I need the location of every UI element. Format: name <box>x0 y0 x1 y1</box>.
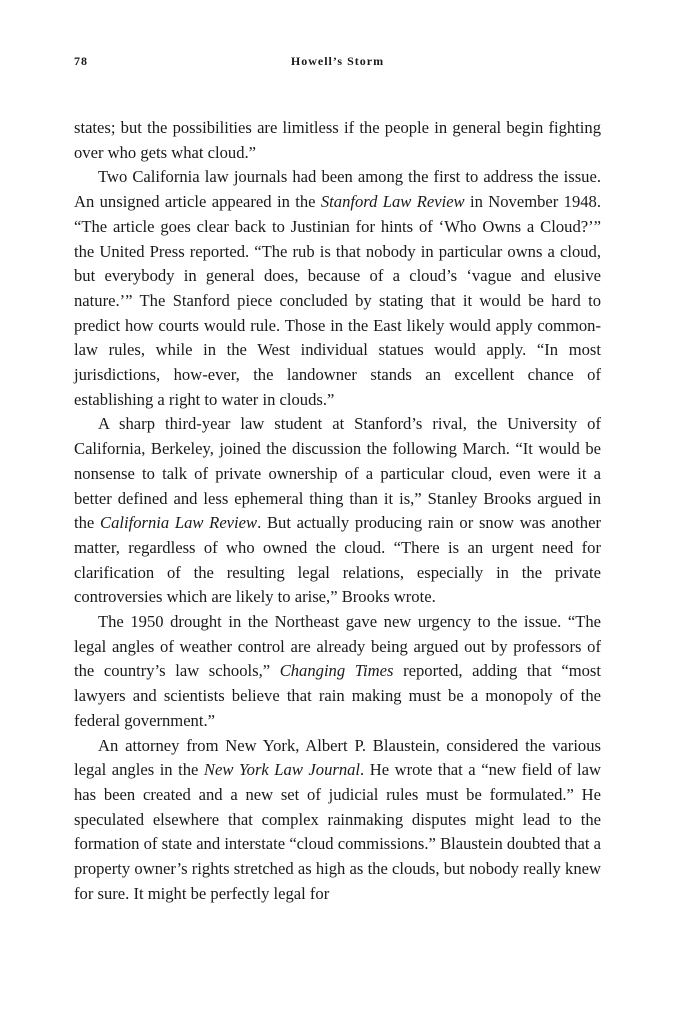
text-run: in November 1948. “The article goes clear back to Justinian for hints of ‘Who Owns a Cloud?’” the United Press reported. “The rub is that nobody in particular owns a cloud, but everybody in general does, because of a cloud’s ‘vague and elusive nature.’” The Stanford piece concluded by stating that it would be hard to predict how courts would rule. Those in the East likely would apply common-law rules, while in the West individual statues would apply. “In most jurisdictions, how-ever, the landowner stands an excellent chance of establishing a right to water in clouds.” <box>74 192 601 409</box>
text-run: An attorney from New York, Albert P. Blaustein, considered the various legal angles in the <box>74 735 601 780</box>
running-title: Howell’s Storm <box>290 54 385 68</box>
paragraph <box>74 116 601 165</box>
book-page <box>74 54 601 907</box>
text-run: Two California law journals had been among the first to address the issue. An unsigned article appeared in the <box>74 167 601 212</box>
text-run: The 1950 drought in the Northeast gave new urgency to the issue. “The legal angles of weather control are already being argued out by professors of the country’s law schools,” <box>74 612 601 681</box>
paragraph <box>74 165 601 412</box>
text-run: . But actually producing rain or snow was another matter, regardless of who owned the cloud. “There is an urgent need for clarification of the resulting legal relations, especially in the private controversies which are likely to arise,” Brooks wrote. <box>74 513 601 607</box>
page-number: 78 <box>74 54 88 68</box>
italic-title: New York Law Journal <box>203 760 361 780</box>
text-run: . He wrote that a “new field of law has been created and a new set of judicial rules must be formulated.” He speculated elsewhere that complex rainmaking disputes might lead to the formation of state and interstate “cloud commissions.” Blaustein doubted that a property owner’s rights stretched as high as the clouds, but nobody really knew for sure. It might be perfectly legal for <box>74 760 601 903</box>
italic-title: Stanford Law Review <box>320 192 465 212</box>
text-run: reported, adding that “most lawyers and scientists believe that rain making must be a monopoly of the federal government.” <box>74 661 601 730</box>
italic-title: Changing Times <box>279 661 394 681</box>
body-text <box>74 116 601 907</box>
text-run: A sharp third-year law student at Stanford’s rival, the University of California, Berkeley, joined the discussion the following March. “It would be nonsense to talk of private ownership of a particular cloud, even were it a better defined and less ephemeral thing than it is,” Stanley Brooks argued in the <box>74 414 601 533</box>
paragraph <box>74 412 601 610</box>
paragraph <box>74 610 601 734</box>
text-run: states; but the possibilities are limitless if the people in general begin fighting over who gets what cloud.” <box>74 118 601 162</box>
italic-title: California Law Review <box>100 513 258 533</box>
paragraph <box>74 734 601 907</box>
running-head <box>74 54 601 74</box>
